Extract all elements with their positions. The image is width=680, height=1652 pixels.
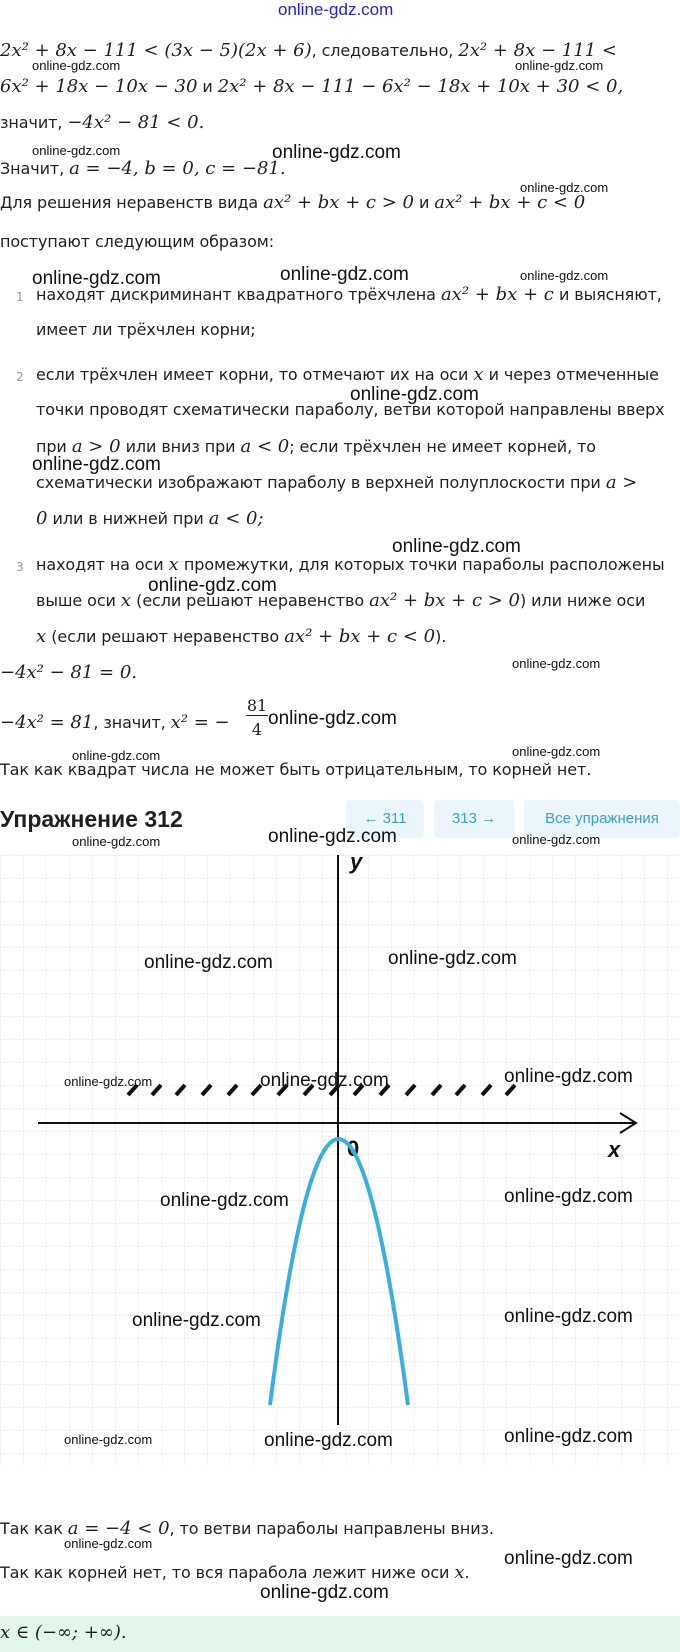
text: выше оси bbox=[36, 591, 116, 610]
text: схематически изображают параболу в верхней полуплоскости при bbox=[36, 473, 601, 492]
step-2-line-e bbox=[36, 508, 264, 529]
grid-background bbox=[0, 855, 680, 1465]
watermark: online-gdz.com bbox=[260, 1070, 389, 1091]
watermark: online-gdz.com bbox=[512, 656, 601, 671]
text: и через отмеченные bbox=[488, 365, 659, 384]
watermark: online-gdz.com bbox=[504, 1548, 633, 1569]
text: Так как bbox=[0, 1519, 68, 1538]
text: если трёхчлен имеет корни, то отмечают их на оси bbox=[36, 365, 469, 384]
coefficients-math: a = −4, b = 0, c = −81. bbox=[69, 158, 286, 179]
watermark: online-gdz.com bbox=[520, 268, 609, 283]
text-line-3 bbox=[0, 112, 204, 133]
parabola-graph bbox=[0, 855, 680, 1465]
watermark: online-gdz.com bbox=[504, 1186, 633, 1207]
watermark: online-gdz.com bbox=[504, 1066, 633, 1087]
step-3-line-b bbox=[36, 590, 645, 611]
step-number: 3 bbox=[16, 560, 24, 574]
condition-math: a = −4 < 0 bbox=[67, 1518, 170, 1539]
watermark: online-gdz.com bbox=[132, 1310, 261, 1331]
watermark: online-gdz.com bbox=[504, 1426, 633, 1447]
watermark: online-gdz.com bbox=[32, 268, 161, 289]
watermark: online-gdz.com bbox=[32, 58, 121, 73]
inequality-math: ax² + bx + c > 0 bbox=[369, 590, 521, 611]
text: Значит, bbox=[0, 159, 70, 178]
exercise-title: Упражнение 312 bbox=[0, 806, 183, 832]
var-math: x bbox=[473, 364, 484, 385]
equation-math: −4x² = 81 bbox=[0, 712, 94, 733]
step-number: 2 bbox=[16, 370, 24, 384]
text: или в нижней при bbox=[52, 509, 204, 528]
watermark: online-gdz.com bbox=[264, 1430, 393, 1451]
text: , следовательно, bbox=[311, 41, 459, 60]
inequality-math: ax² + bx + c < 0 bbox=[284, 626, 436, 647]
text: или вниз при bbox=[125, 437, 236, 456]
inequality-math: −4x² − 81 < 0. bbox=[67, 112, 205, 133]
watermark: online-gdz.com bbox=[64, 1536, 153, 1551]
watermark: online-gdz.com bbox=[32, 143, 121, 158]
text: и bbox=[197, 77, 218, 96]
equation-1: −4x² − 81 = 0. bbox=[0, 662, 138, 683]
watermark: online-gdz.com bbox=[64, 1074, 153, 1089]
condition-math: 0 bbox=[36, 508, 48, 529]
watermark: online-gdz.com bbox=[280, 264, 409, 285]
watermark: online-gdz.com bbox=[272, 142, 401, 163]
y-axis-label: y bbox=[350, 855, 363, 874]
watermark: online-gdz.com bbox=[72, 834, 161, 849]
text: находят на оси bbox=[36, 555, 164, 574]
watermark: online-gdz.com bbox=[268, 826, 397, 847]
watermark: online-gdz.com bbox=[64, 1432, 153, 1447]
condition-math: a < 0 bbox=[240, 436, 290, 457]
expression-math: 6x² + 18x − 10x − 30 bbox=[0, 76, 198, 97]
watermark: online-gdz.com bbox=[32, 454, 161, 475]
watermark: online-gdz.com bbox=[268, 708, 397, 729]
all-exercises-button[interactable]: Все упражнения bbox=[524, 800, 680, 838]
text: , значит, bbox=[93, 713, 171, 732]
inequality-math: ax² + bx + c < 0 bbox=[434, 192, 586, 213]
condition-math: a > bbox=[605, 472, 638, 493]
text: ). bbox=[435, 627, 447, 646]
inequality-math: ax² + bx + c > 0 bbox=[263, 192, 414, 213]
top-watermark: online-gdz.com bbox=[278, 0, 394, 19]
watermark: online-gdz.com bbox=[144, 952, 273, 973]
var-math: x bbox=[168, 554, 179, 575]
text: и bbox=[414, 193, 435, 212]
text: Так как корней нет, то вся парабола лежит ниже оси bbox=[0, 1563, 455, 1582]
answer-math: x ∈ (−∞; +∞). bbox=[0, 1622, 127, 1643]
inequality-math: 2x² + 8x − 111 < (3x − 5)(2x + 6) bbox=[0, 40, 312, 61]
watermark: online-gdz.com bbox=[160, 1190, 289, 1211]
x-axis-label: x bbox=[608, 1137, 621, 1162]
text: . bbox=[464, 1563, 470, 1582]
text: (если решают неравенство bbox=[51, 627, 280, 646]
text: промежутки, для которых точки параболы расположены bbox=[183, 555, 665, 574]
watermark: online-gdz.com bbox=[504, 1306, 633, 1327]
var-math: x bbox=[120, 590, 132, 611]
text: ) или ниже оси bbox=[520, 591, 646, 610]
equation-math: x² = − bbox=[170, 712, 230, 733]
condition-math: a > 0 bbox=[71, 436, 121, 457]
var-math: x bbox=[36, 626, 47, 647]
text-line-4 bbox=[0, 158, 286, 179]
text-line-5 bbox=[0, 192, 585, 213]
step-3-line-c bbox=[36, 626, 446, 647]
text: при bbox=[36, 437, 67, 456]
text: и выясняют, bbox=[558, 285, 662, 304]
conclusion-line-2 bbox=[0, 1562, 470, 1583]
origin-label: 0 bbox=[347, 1136, 360, 1161]
step-2-line-b: точки проводят схематически параболу, ветви которой направлены вверх bbox=[36, 400, 665, 419]
fraction-numerator: 81 bbox=[246, 696, 268, 715]
watermark: online-gdz.com bbox=[260, 1582, 389, 1603]
watermark: online-gdz.com bbox=[72, 748, 161, 763]
text: ; если трёхчлен не имеет корней, то bbox=[289, 437, 596, 456]
prev-exercise-button[interactable]: ← 311 bbox=[346, 800, 424, 838]
watermark: online-gdz.com bbox=[148, 575, 277, 596]
watermark: online-gdz.com bbox=[520, 180, 609, 195]
step-2-line-a bbox=[36, 364, 659, 385]
text: значит, bbox=[0, 113, 68, 132]
inequality-math: 2x² + 8x − 111 < bbox=[458, 40, 617, 61]
text: находят дискриминант квадратного трёхчлена bbox=[36, 285, 436, 304]
condition-math: a < 0; bbox=[208, 508, 264, 529]
watermark: online-gdz.com bbox=[512, 832, 601, 847]
next-exercise-button[interactable]: 313 → bbox=[434, 800, 514, 838]
text: (если решают неравенство bbox=[136, 591, 365, 610]
no-roots-text: Так как квадрат числа не может быть отрицательным, то корней нет. bbox=[0, 760, 592, 779]
step-number: 1 bbox=[16, 290, 24, 304]
watermark: online-gdz.com bbox=[515, 58, 604, 73]
inequality-math: 2x² + 8x − 111 − 6x² − 18x + 10x + 30 < 0, bbox=[217, 76, 624, 97]
text-line-6: поступают следующим образом: bbox=[0, 232, 275, 251]
text-line-2 bbox=[0, 76, 623, 97]
trinomial-math: ax² + bx + c bbox=[440, 284, 554, 305]
equation-2 bbox=[0, 712, 230, 733]
fraction-denominator: 4 bbox=[251, 720, 263, 739]
step-3-line-a bbox=[36, 554, 665, 575]
watermark: online-gdz.com bbox=[388, 948, 517, 969]
watermark: online-gdz.com bbox=[392, 536, 521, 557]
text: Для решения неравенств вида bbox=[0, 193, 264, 212]
var-math: x bbox=[454, 1562, 465, 1583]
watermark: online-gdz.com bbox=[512, 744, 601, 759]
step-1-line-b: имеет ли трёхчлен корни; bbox=[36, 320, 256, 339]
watermark: online-gdz.com bbox=[350, 384, 479, 405]
text: , то ветви параболы направлены вниз. bbox=[169, 1519, 494, 1538]
